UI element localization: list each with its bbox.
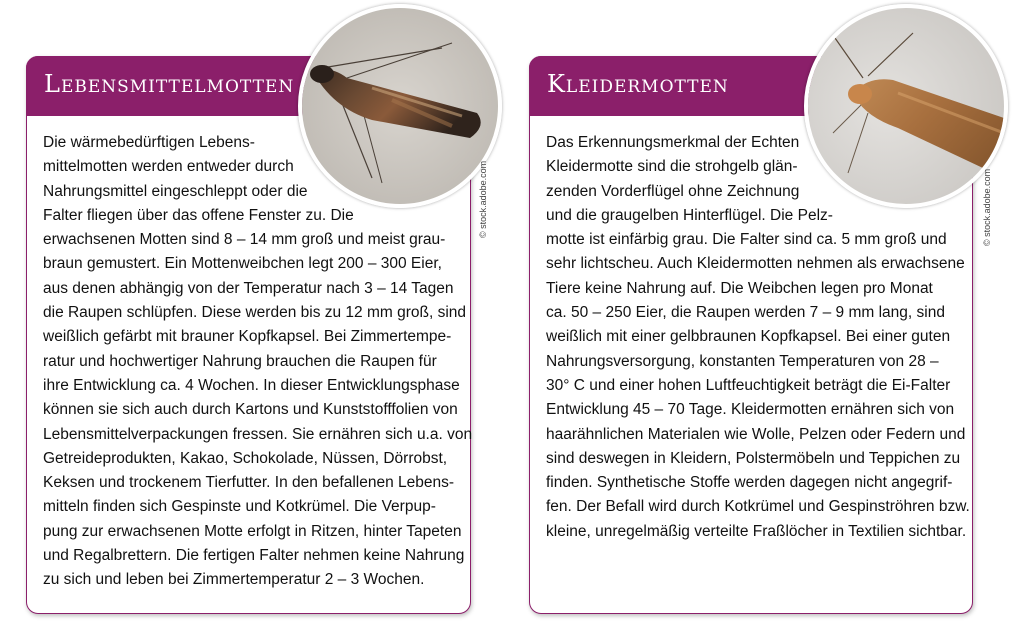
photo-credit: © stock.adobe.com	[982, 168, 992, 246]
text-line: mitteln finden sich Gespinste und Kotkrümel. Die Verpup-	[43, 498, 436, 516]
title-bar	[529, 56, 819, 116]
text-line: finden. Synthetische Stoffe werden dagegen nicht angegrif-	[546, 474, 953, 492]
text-line: Entwicklung 45 – 70 Tage. Kleidermotten ernähren sich von	[546, 401, 955, 419]
card-title: Lebensmittelmotten	[44, 70, 295, 98]
text-line: sehr lichtscheu. Auch Kleidermotten nehmen als erwachsene	[546, 255, 965, 273]
pantry-moth-photo	[298, 4, 502, 208]
text-line: haarähnlichen Materialen wie Wolle, Pelzen oder Federn und	[546, 425, 966, 443]
text-line: Lebensmittelverpackungen fressen. Sie ernähren sich u.a. von	[43, 425, 473, 443]
text-line: weißlich gefärbt mit brauner Kopfkapsel. Bei Zimmertempe-	[43, 328, 452, 346]
text-line: Die wärmebedürftigen Lebens-	[43, 134, 255, 151]
text-line: ratur und hochwertiger Nahrung brauchen die Raupen für	[43, 352, 437, 370]
text-line: motte ist einfärbig grau. Die Falter sind ca. 5 mm groß und	[546, 231, 947, 249]
text-line: Das Erkennungsmerkmal der Echten	[546, 134, 800, 151]
text-line: 30° C und einer hohen Luftfeuchtigkeit beträgt die Ei-Falter	[546, 376, 951, 394]
text-line: weißlich mit einer gelbbraunen Kopfkapsel. Bei einer guten	[546, 328, 951, 346]
text-line: Nahrungsmittel eingeschleppt oder die	[43, 182, 308, 200]
text-line: Tiere keine Nahrung auf. Die Weibchen legen pro Monat	[546, 279, 933, 297]
clothes-moth-photo	[804, 4, 1008, 208]
text-line: fen. Der Befall wird durch Kotkrümel und Gespinströhren bzw.	[546, 498, 970, 516]
text-line: Nahrungsversorgung, konstanten Temperaturen von 28 –	[546, 352, 939, 370]
text-line: Keksen und trockenem Tierfutter. In den befallenen Lebens-	[43, 474, 455, 492]
text-line: zenden Vorderflügel ohne Zeichnung	[546, 182, 800, 200]
text-line: die Raupen schlüpfen. Diese werden bis zu 12 mm groß, sind	[43, 304, 467, 322]
text-line: und die graugelben Hinterflügel. Die Pelz-	[546, 206, 833, 224]
text-line: können sie sich auch durch Kartons und Kunststofffolien von	[43, 401, 458, 419]
text-line: Falter fliegen über das offene Fenster zu. Die	[43, 206, 354, 224]
text-line: mittelmotten werden entweder durch	[43, 158, 294, 176]
text-line: aus denen abhängig von der Temperatur nach 3 – 14 Tagen	[43, 279, 454, 297]
card-title: Kleidermotten	[547, 70, 729, 98]
text-line: zu sich und leben bei Zimmertemperatur 2 – 3 Wochen.	[43, 571, 425, 589]
text-line: und Regalbrettern. Die fertigen Falter nehmen keine Nahrung	[43, 547, 465, 565]
text-line: Getreideprodukten, Kakao, Schokolade, Nüssen, Dörrobst,	[43, 449, 448, 467]
text-line: kleine, unregelmäßig verteilte Fraßlöcher in Textilien sichtbar.	[546, 522, 967, 540]
text-line: braun gemustert. Ein Mottenweibchen legt 200 – 300 Eier,	[43, 255, 442, 273]
text-line: pung zur erwachsenen Motte erfolgt in Ritzen, hinter Tapeten	[43, 522, 462, 540]
text-line: Kleidermotte sind die strohgelb glän-	[546, 158, 798, 176]
photo-credit: © stock.adobe.com	[478, 160, 488, 238]
text-line: sind deswegen in Kleidern, Polstermöbeln und Teppichen zu	[546, 449, 961, 467]
text-line: erwachsenen Motten sind 8 – 14 mm groß und meist grau-	[43, 231, 446, 249]
text-line: ca. 50 – 250 Eier, die Raupen werden 7 – 9 mm lang, sind	[546, 304, 945, 322]
title-bar	[26, 56, 326, 116]
text-line: ihre Entwicklung ca. 4 Wochen. In dieser Entwicklungsphase	[43, 376, 460, 394]
